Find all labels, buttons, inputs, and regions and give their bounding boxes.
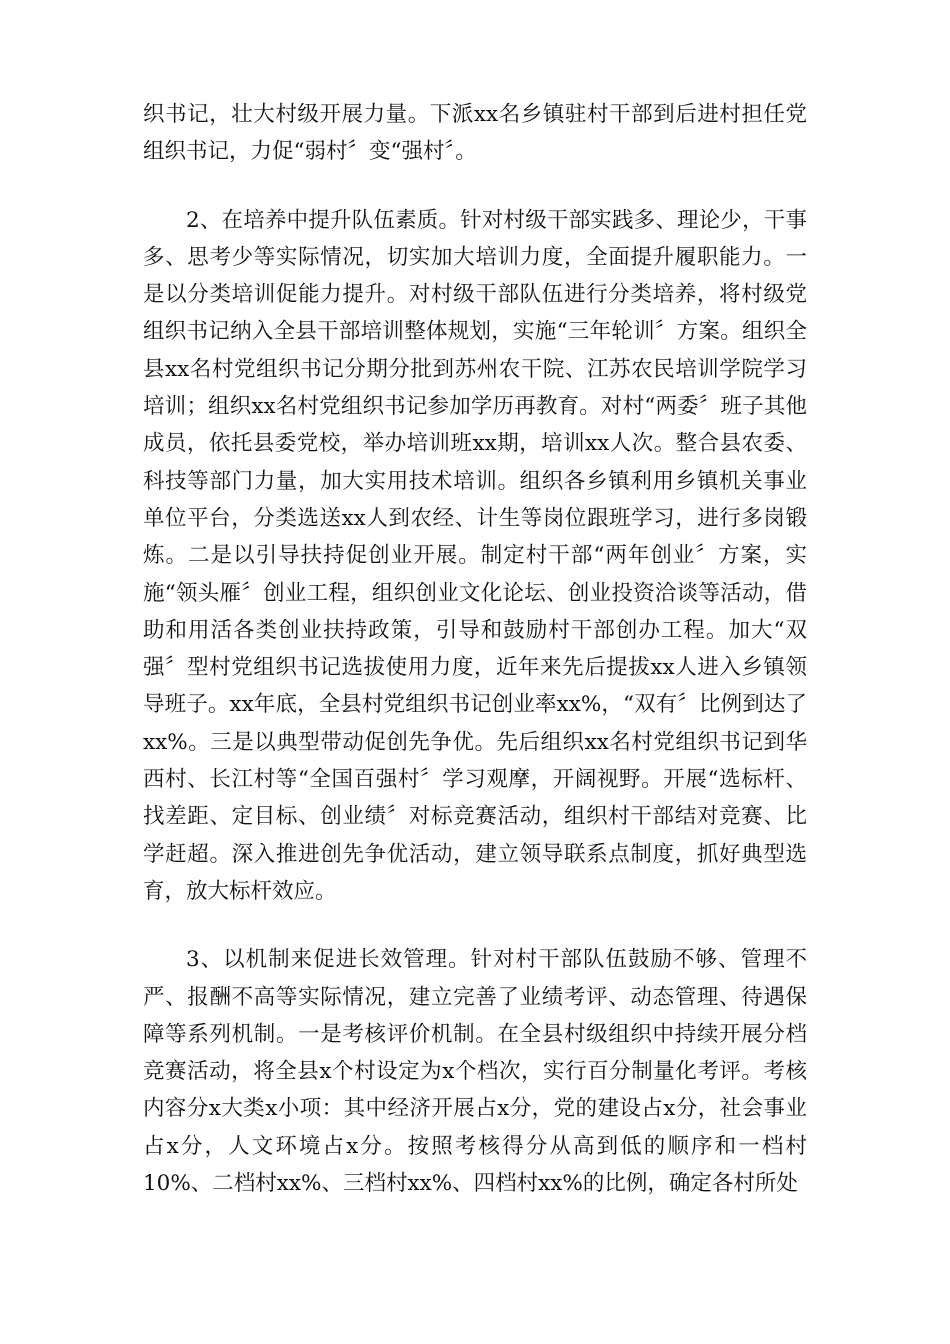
paragraph-gap (143, 171, 807, 202)
paragraph-gap (143, 910, 807, 941)
paragraph-continuation: 织书记，壮大村级开展力量。下派xx名乡镇驻村干部到后进村担任党组织书记，力促“弱村〞变“强村〞。 (143, 102, 807, 165)
document-body (143, 96, 807, 1202)
paragraph-training: 2、在培养中提升队伍素质。针对村级干部实践多、理论少，干事多、思考少等实际情况，切实加大培训力度，全面提升履职能力。一是以分类培训促能力提升。对村级干部队伍进行分类培养，将村级党组织书记纳入全县干部培训整体规划，实施“三年轮训〞方案。组织全县xx名村党组织书记分期分批到苏州农干院、江苏农民培训学院学习培训；组织xx名村党组织书记参加学历再教育。对村“两委〞班子其他成员，依托县委党校，举办培训班xx期，培训xx人次。整合县农委、科技等部门力量，加大实用技术培训。组织各乡镇利用乡镇机关事业单位平台，分类选送xx人到农经、计生等岗位跟班学习，进行多岗锻炼。二是以引导扶持促创业开展。制定村干部“两年创业〞方案，实施“领头雁〞创业工程，组织创业文化论坛、创业投资洽谈等活动，借助和用活各类创业扶持政策，引导和鼓励村干部创办工程。加大“双强〞型村党组织书记选拔使用力度，近年来先后提拔xx人进入乡镇领导班子。xx年底，全县村党组织书记创业率xx%，“双有〞比例到达了xx%。三是以典型带动促创先争优。先后组织xx名村党组织书记到华西村、长江村等“全国百强村〞学习观摩，开阔视野。开展“选标杆、找差距、定目标、创业绩〞对标竞赛活动，组织村干部结对竞赛、比学赶超。深入推进创先争优活动，建立领导联系点制度，抓好典型选育，放大标杆效应。 (143, 207, 807, 904)
paragraph-mechanism: 3、以机制来促进长效管理。针对村干部队伍鼓励不够、管理不严、报酬不高等实际情况，建立完善了业绩考评、动态管理、待遇保障等系列机制。一是考核评价机制。在全县村级组织中持续开展分档竞赛活动，将全县x个村设定为x个档次，实行百分制量化考评。考核内容分x大类x小项：其中经济开展占x分，党的建设占x分，社会事业占x分，人文环境占x分。按照考核得分从高到低的顺序和一档村10%、二档村xx%、三档村xx%、四档村xx%的比例，确定各村所处 (143, 947, 807, 1197)
